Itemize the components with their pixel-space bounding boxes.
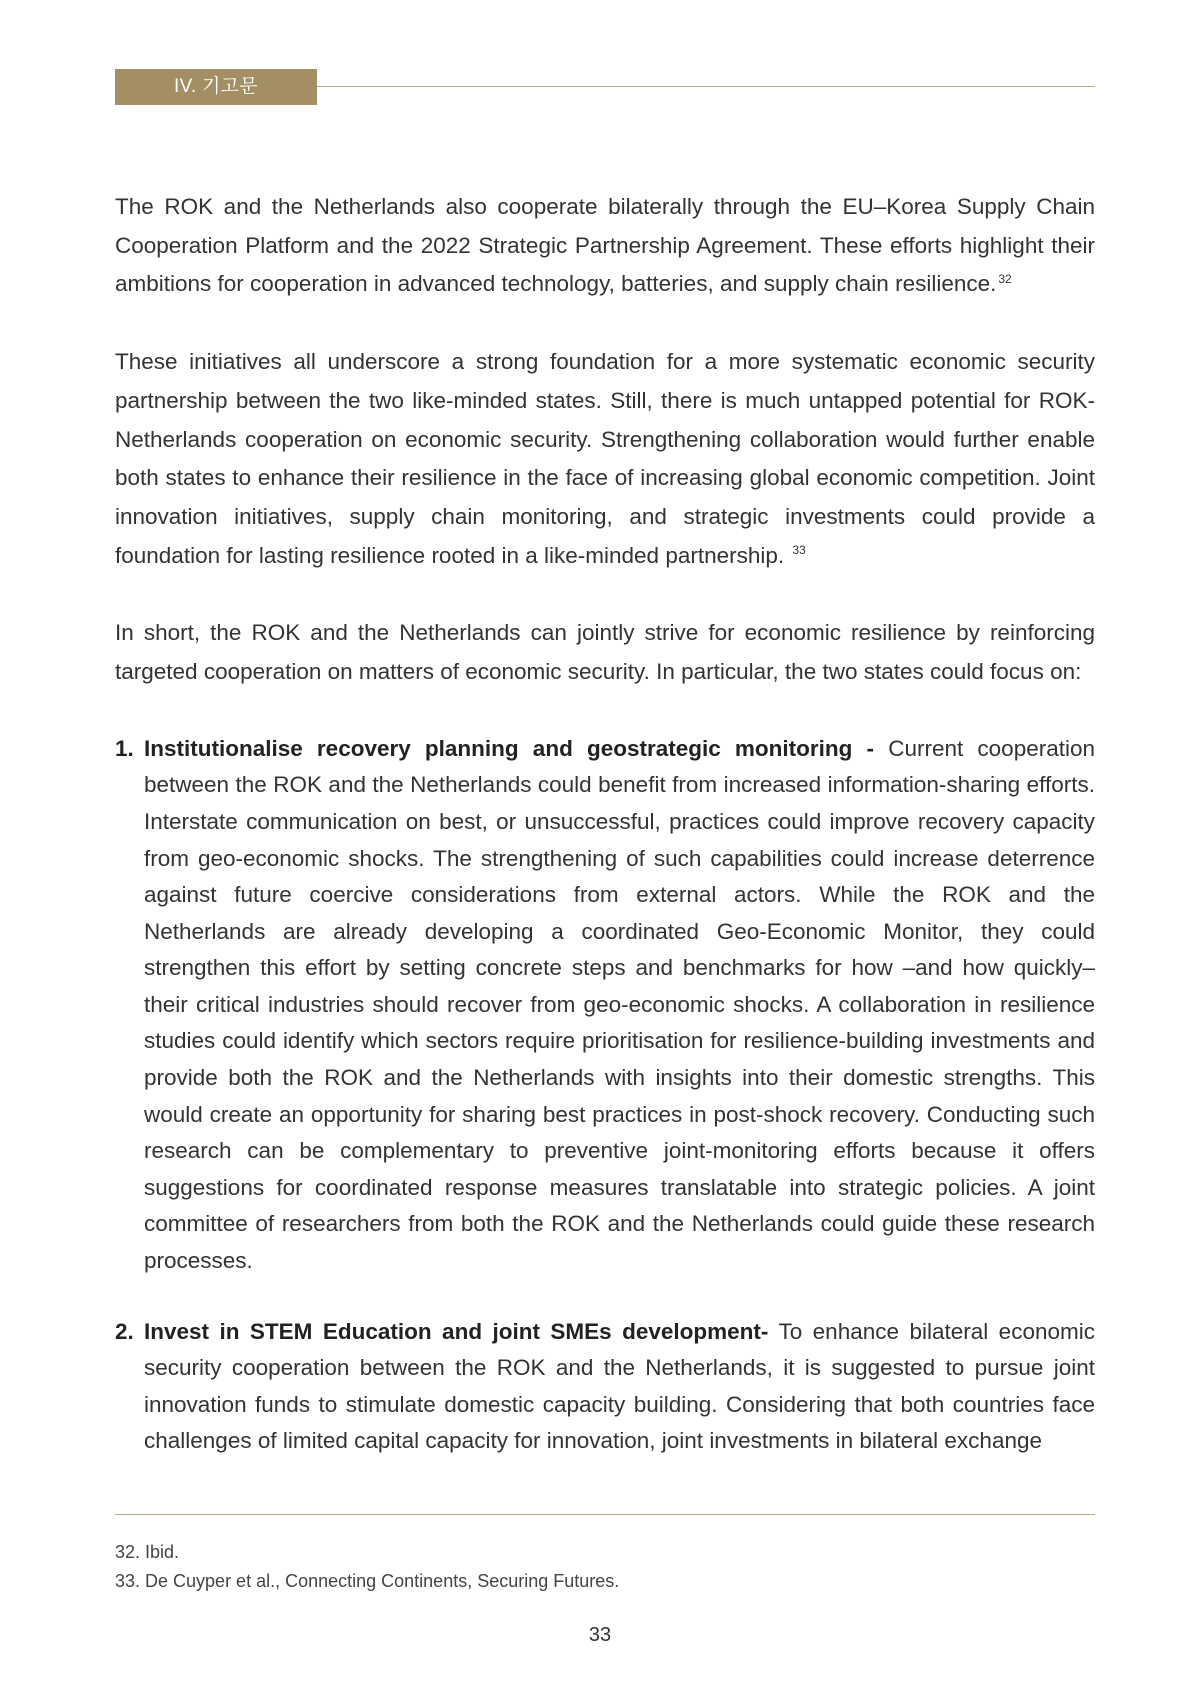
body-paragraph [115, 343, 1095, 575]
list-item-text: Current cooperation between the ROK and the Netherlands could benefit from increased information-sharing efforts. Interstate communication on best, or unsuccessful, practices could improve recovery capacity from geo-economic shocks. The strengthening of such capabilities could increase deterrence against future coercive considerations from external actors. While the ROK and the Netherlands are already developing a coordinated Geo-Economic Monitor, they could strengthen this effort by setting concrete steps and benchmarks for how –and how quickly– their critical industries should recover from geo-economic shocks. A collaboration in resilience studies could identify which sectors require prioritisation for resilience-building investments and provide both the ROK and the Netherlands with insights into their domestic strengths. This would create an opportunity for sharing best practices in post-shock recovery. Conducting such research can be complementary to preventive joint-monitoring efforts because it offers suggestions for coordinated response measures translatable into strategic policies. A joint committee of researchers from both the ROK and the Netherlands could guide these research processes. [144, 735, 1095, 1274]
list-item-heading: Invest in STEM Education and joint SMEs development- [144, 1318, 769, 1344]
section-header-label: IV. 기고문 [115, 69, 317, 105]
main-content [115, 188, 1095, 1494]
footnote-reference[interactable]: 32 [998, 271, 1012, 286]
paragraph-text: These initiatives all underscore a strong foundation for a more systematic economic security partnership between the two like-minded states. Still, there is much untapped potential for ROK-Netherlands cooperation on economic security. Strengthening collaboration would further enable both states to enhance their resilience in the face of increasing global economic competition. Joint innovation initiatives, supply chain monitoring, and strategic investments could provide a foundation for lasting resilience rooted in a like-minded partnership. [115, 349, 1095, 568]
footnotes [115, 1538, 1095, 1596]
list-item [115, 731, 1095, 1280]
header-divider [317, 86, 1095, 87]
list-item-text: To enhance bilateral economic security cooperation between the ROK and the Netherlands, it is suggested to pursue joint innovation funds to stimulate domestic capacity building. Considering that both countries face challenges of limited capital capacity for innovation, joint investments in bilateral exchange [144, 1318, 1095, 1454]
list-item [115, 1314, 1095, 1460]
body-paragraph [115, 188, 1095, 304]
footnote: 33. De Cuyper et al., Connecting Continents, Securing Futures. [115, 1571, 620, 1591]
footnote: 32. Ibid. [115, 1542, 180, 1562]
body-paragraph [115, 614, 1095, 691]
paragraph-text: The ROK and the Netherlands also cooperate bilaterally through the EU–Korea Supply Chain Cooperation Platform and the 2022 Strategic Partnership Agreement. These efforts highlight their ambitions for cooperation in advanced technology, batteries, and supply chain resilience. [115, 194, 1095, 297]
footnote-divider [115, 1514, 1095, 1515]
list-item-number: 1. [115, 735, 134, 761]
footnote-reference[interactable]: 33 [792, 543, 806, 558]
recommendation-list [115, 731, 1095, 1460]
page-number: 33 [588, 1624, 612, 1646]
paragraph-text: In short, the ROK and the Netherlands can jointly strive for economic resilience by reinforcing targeted cooperation on matters of economic security. In particular, the two states could focus on: [115, 620, 1095, 685]
list-item-number: 2. [115, 1318, 134, 1344]
list-item-heading: Institutionalise recovery planning and geostrategic monitoring - [144, 735, 875, 761]
